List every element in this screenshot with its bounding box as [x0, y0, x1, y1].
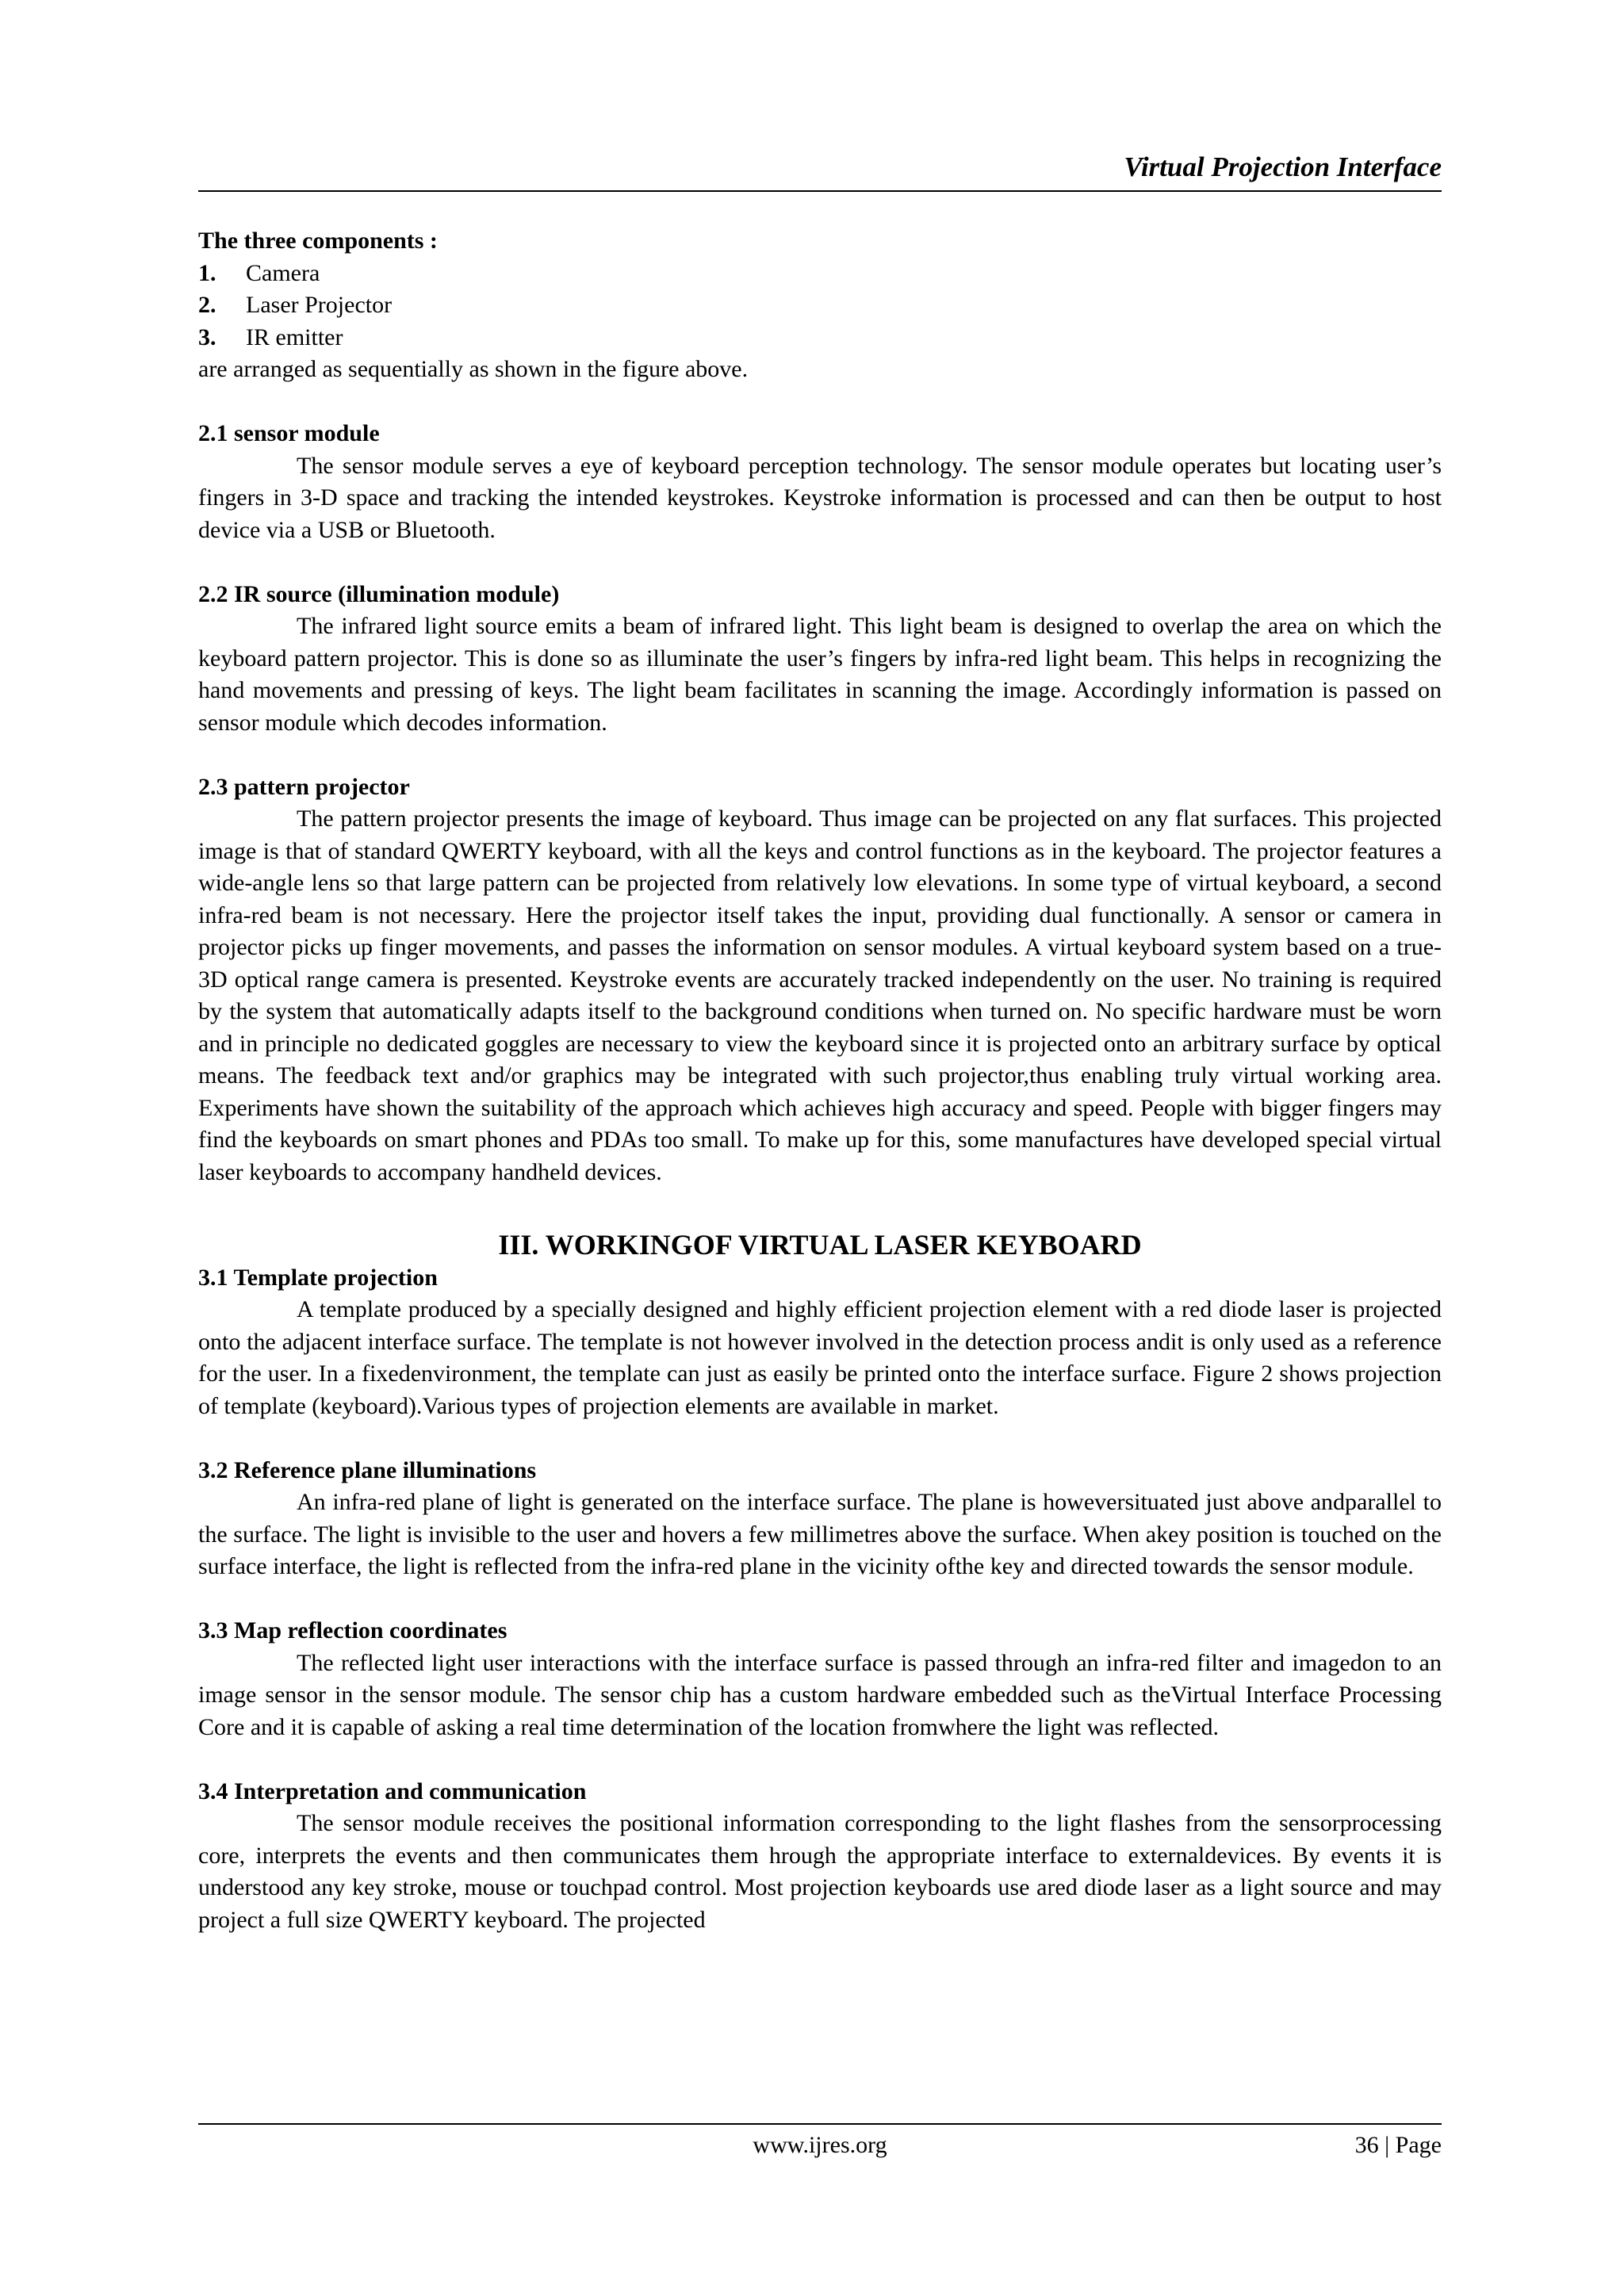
running-head: Virtual Projection Interface	[1124, 151, 1442, 182]
list-item	[198, 289, 1442, 322]
list-text: IR emitter	[246, 323, 343, 350]
paragraph-2-1: The sensor module serves a eye of keyboard perception technology. The sensor module operates but locating user’s fingers in 3-D space and tracking the intended keystrokes. Keystroke information is processed and can then be output to host device via a USB or Bluetooth.	[198, 452, 1442, 543]
components-list	[198, 258, 1442, 354]
page	[198, 151, 1442, 1936]
paragraph-3-1: A template produced by a specially designed and highly efficient projection element with a red diode laser is projected onto the adjacent interface surface. The template is not however involved in the detection process andit is only used as a reference for the user. In a fixedenvironment, the template can just as easily be printed onto the interface surface. Figure 2 shows projection of template (keyboard).Various types of projection elements are available in market.	[198, 1296, 1442, 1419]
list-text: Camera	[246, 259, 320, 286]
subsection-heading-3-2: 3.2 Reference plane illuminations	[198, 1456, 537, 1483]
body-text	[198, 225, 1442, 1936]
paragraph-3-4: The sensor module receives the positional information corresponding to the light flashes from the sensorprocessing core, interprets the events and then communicates them hrough the appropriate interface to externaldevices. By events it is understood any key stroke, mouse or touchpad control. Most projection keyboards use ared diode laser as a light source and may project a full size QWERTY keyboard. The projected	[198, 1810, 1442, 1933]
subsection-heading-3-4: 3.4 Interpretation and communication	[198, 1777, 587, 1804]
subsection-heading-2-3: 2.3 pattern projector	[198, 773, 410, 800]
paragraph-3-3: The reflected light user interactions with the interface surface is passed through an infra-red filter and imagedon to an image sensor in the sensor module. The sensor chip has a custom hardware embedded such as theVirtual Interface Processing Core and it is capable of asking a real time determination of the location fromwhere the light was reflected.	[198, 1649, 1442, 1740]
paragraph-2-2: The infrared light source emits a beam of infrared light. This light beam is designed to overlap the area on which the keyboard pattern projector. This is done so as illuminate the user’s fingers by infra-red light beam. This helps in recognizing the hand movements and pressing of keys. The light beam facilitates in scanning the image. Accordingly information is passed on sensor module which decodes information.	[198, 613, 1442, 736]
list-number: 2.	[198, 292, 216, 318]
page-number: 36 | Page	[1354, 2132, 1442, 2158]
components-note: are arranged as sequentially as shown in the figure above.	[198, 356, 749, 382]
paragraph-2-3: The pattern projector presents the image of keyboard. Thus image can be projected on any flat surfaces. This projected image is that of standard QWERTY keyboard, with all the keys and control functions as in the keyboard. The projector features a wide-angle lens so that large pattern can be projected from relatively low elevations. In some type of virtual keyboard, a second infra-red beam is not necessary. Here the projector itself takes the input, providing dual functionally. A sensor or camera in projector picks up finger movements, and passes the information on sensor modules. A virtual keyboard system based on a true-3D optical range camera is presented. Keystroke events are accurately tracked independently on the user. No training is required by the system that automatically adapts itself to the background conditions when turned on. No specific hardware must be worn and in principle no dedicated goggles are necessary to view the keyboard since it is projected onto an arbitrary surface by optical means. The feedback text and/or graphics may be integrated with such projector,thus enabling truly virtual working area. Experiments have shown the suitability of the approach which achieves high accuracy and speed. People with bigger fingers may find the keyboards on smart phones and PDAs too small. To make up for this, some manufactures have developed special virtual laser keyboards to accompany handheld devices.	[198, 806, 1442, 1185]
footer-rule	[198, 2123, 1442, 2125]
paragraph-3-2: An infra-red plane of light is generated on the interface surface. The plane is howeversituated just above andparallel to the surface. The light is invisible to the user and hovers a few millimetres above the surface. When akey position is touched on the surface interface, the light is reflected from the infra-red plane in the vicinity ofthe key and directed towards the sensor module.	[198, 1489, 1442, 1579]
subsection-heading-2-1: 2.1 sensor module	[198, 420, 380, 446]
footer-url: www.ijres.org	[753, 2132, 887, 2158]
components-title: The three components :	[198, 228, 438, 254]
page-footer	[198, 2123, 1442, 2161]
list-item	[198, 322, 1442, 354]
list-number: 3.	[198, 323, 216, 350]
subsection-heading-3-3: 3.3 Map reflection coordinates	[198, 1617, 508, 1644]
list-number: 1.	[198, 259, 216, 286]
list-text: Laser Projector	[246, 292, 393, 318]
subsection-heading-3-1: 3.1 Template projection	[198, 1264, 438, 1291]
header-rule	[198, 190, 1442, 192]
section-heading-3: III. WORKINGOF VIRTUAL LASER KEYBOARD	[498, 1228, 1142, 1261]
list-item	[198, 258, 1442, 290]
subsection-heading-2-2: 2.2 IR source (illumination module)	[198, 580, 560, 607]
